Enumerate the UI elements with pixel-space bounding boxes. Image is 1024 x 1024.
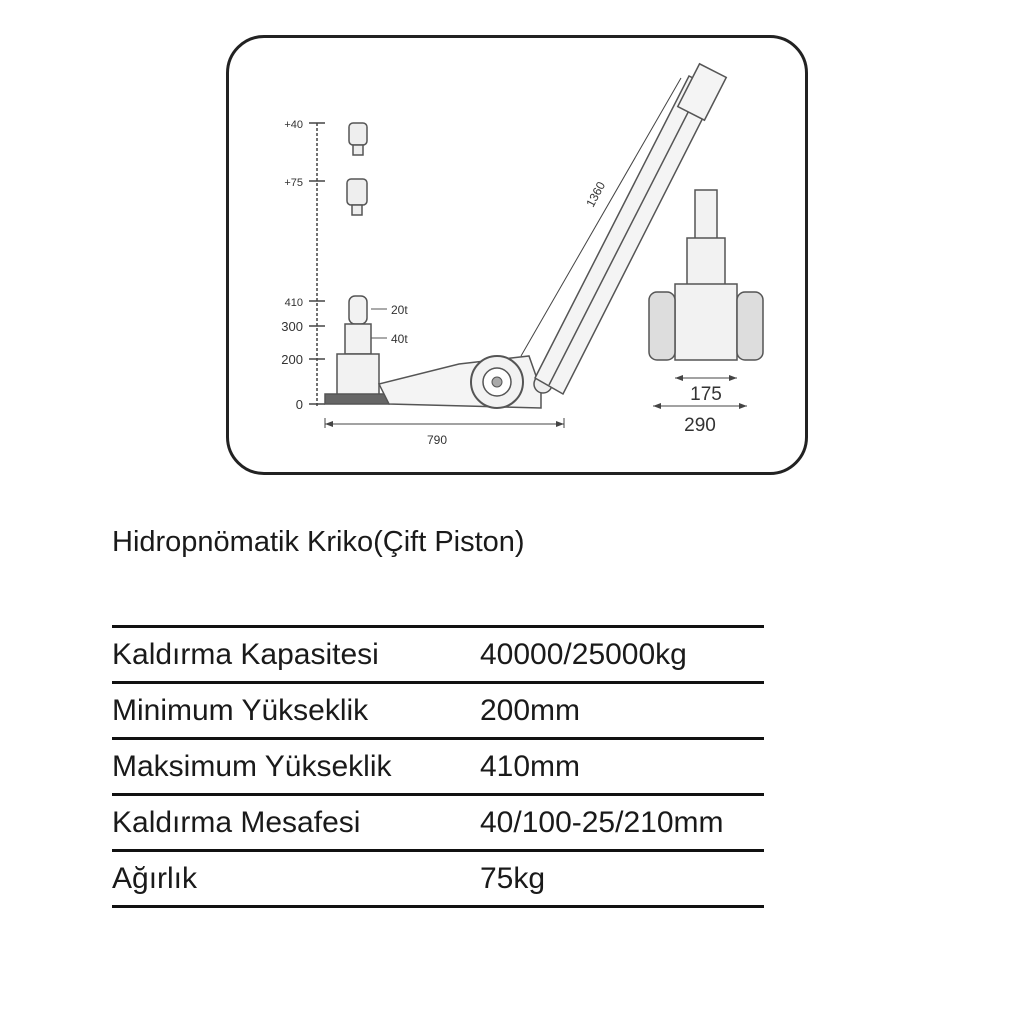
height-mark-300: 300 [281, 319, 303, 334]
spec-value: 40/100-25/210mm [480, 795, 764, 851]
saddle-extension-icon [347, 123, 367, 215]
height-mark-plus75: +75 [284, 177, 303, 189]
spec-table [112, 625, 764, 908]
technical-drawing-frame [226, 35, 808, 475]
spec-label: Minimum Yükseklik [112, 683, 480, 739]
height-mark-200: 200 [281, 352, 303, 367]
outer-width-label: 290 [684, 415, 716, 436]
wheel-icon [471, 356, 523, 408]
height-mark-410: 410 [284, 297, 303, 309]
piston-label-40t: 40t [391, 332, 408, 346]
spec-value: 75kg [480, 851, 764, 907]
height-mark-plus40: +40 [284, 119, 303, 131]
jack-piston-icon [325, 296, 389, 404]
spec-label: Kaldırma Kapasitesi [112, 627, 480, 683]
spec-row-lift-distance [112, 795, 764, 851]
product-title: Hidropnömatik Kriko(Çift Piston) [112, 526, 525, 558]
spec-label: Ağırlık [112, 851, 480, 907]
handle-length-label: 1360 [583, 179, 609, 210]
front-view-jack-icon [649, 190, 763, 360]
spec-row-max-height [112, 739, 764, 795]
height-mark-0: 0 [295, 397, 303, 412]
spec-label: Maksimum Yükseklik [112, 739, 480, 795]
inner-width-label: 175 [690, 384, 722, 405]
spec-value: 200mm [480, 683, 764, 739]
piston-label-20t: 20t [391, 303, 408, 317]
spec-label: Kaldırma Mesafesi [112, 795, 480, 851]
jack-technical-drawing [229, 38, 811, 478]
spec-value: 410mm [480, 739, 764, 795]
spec-value: 40000/25000kg [480, 627, 764, 683]
spec-row-min-height [112, 683, 764, 739]
spec-row-weight [112, 851, 764, 907]
spec-row-capacity [112, 627, 764, 683]
base-length-label: 790 [426, 433, 448, 447]
